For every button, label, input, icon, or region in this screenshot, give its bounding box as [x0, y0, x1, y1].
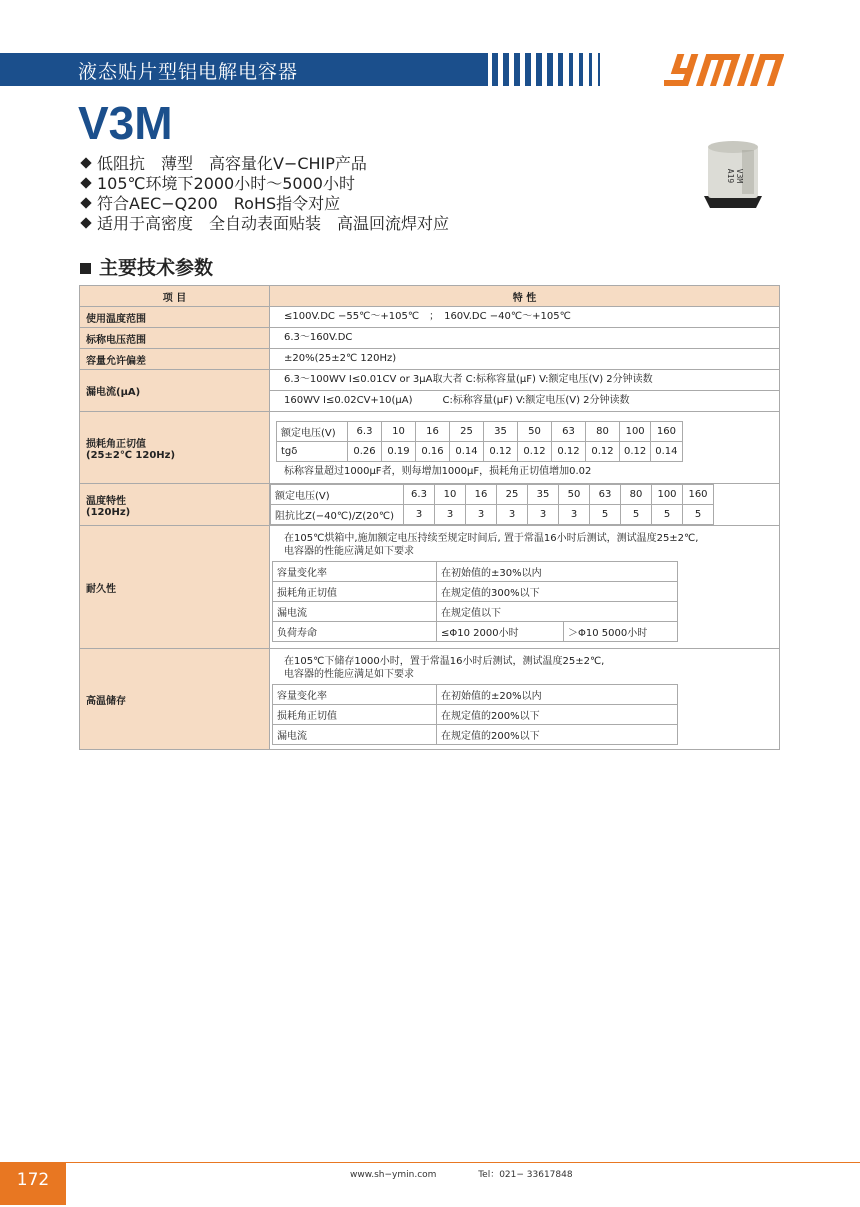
row-label: 损耗角正切值 (25±2℃ 120Hz): [80, 412, 270, 484]
col-characteristic: 特 性: [270, 286, 780, 307]
row-label: 耐久性: [80, 526, 270, 649]
df-note: 标称容量超过1000μF者，则每增加1000μF，损耗角正切值增加0.02: [284, 466, 592, 477]
footer-contact: [350, 1167, 573, 1180]
feature-item: 适用于高密度 全自动表面贴装 高温回流焊对应: [80, 214, 449, 234]
header-stripes: [490, 53, 650, 86]
endurance-desc: 在105℃烘箱中,施加额定电压持续至规定时间后, 置于常温16小时后测试，测试温度25±2℃, 电容器的性能应满足如下要求: [284, 532, 699, 557]
storage-desc: 在105℃下储存1000小时，置于常温16小时后测试，测试温度25±2℃, 电容器的性能应满足如下要求: [284, 656, 605, 680]
row-label: 使用温度范围: [80, 307, 270, 328]
row-value: ≤100V.DC −55℃～+105℃ ； 160V.DC −40℃～+105℃: [284, 311, 571, 322]
feature-item: 105℃环境下2000小时～5000小时: [80, 174, 449, 194]
row-label: 漏电流(μA): [80, 370, 270, 412]
header-bar: [0, 53, 488, 86]
series-title: 液态贴片型铝电解电容器: [78, 61, 299, 83]
spec-table: [79, 285, 780, 750]
row-label: 容量允许偏差: [80, 349, 270, 370]
footer-rule: [0, 1162, 860, 1163]
capacitor-image: [702, 138, 764, 210]
section-title: 主要技术参数: [80, 253, 213, 280]
temp-char-table: 额定电压(V) 6.3 10 16 25 35 50 63 80 100 160 阻抗比Z(−40℃)/Z(20℃) 3 3 3 3 3 3 5 5 5 5: [270, 484, 714, 525]
storage-table: 容量变化率 在初始值的±20%以内 损耗角正切值 在规定值的200%以下 漏电流 在规定值的200%以下: [272, 684, 678, 745]
row-value: 160WV I≤0.02CV+10(μA) C:标称容量(μF) V:额定电压(V) 2分钟读数: [284, 395, 630, 406]
ymin-logo: [664, 52, 784, 88]
row-value: 6.3～160V.DC: [284, 332, 353, 343]
feature-item: 符合AEC−Q200 RoHS指令对应: [80, 194, 449, 214]
row-label: 高温储存: [80, 649, 270, 750]
endurance-table: 容量变化率 在初始值的±30%以内 损耗角正切值 在规定值的300%以下 漏电流 在规定值以下 负荷寿命 ≤Φ10 2000小时 ＞Φ10 5000小时: [272, 561, 678, 642]
row-label: 标称电压范围: [80, 328, 270, 349]
svg-text:V3MA19: V3MA19: [726, 168, 744, 184]
product-model: V3M: [78, 97, 173, 149]
page-number: 172: [0, 1163, 66, 1205]
df-table: 额定电压(V) 6.3 10 16 25 35 50 63 80 100 160 tgδ 0.26 0.19 0.16 0.14 0.12 0.12 0.12 0.12 0.12 0.14: [276, 421, 683, 462]
row-label: 温度特性 (120Hz): [80, 484, 270, 526]
footer-tel: Tel：021− 33617848: [478, 1170, 573, 1180]
col-item: 项 目: [80, 286, 270, 307]
row-value: ±20%(25±2℃ 120Hz): [284, 353, 397, 364]
row-value: 6.3～100WV I≤0.01CV or 3μA取大者 C:标称容量(μF) V:额定电压(V) 2分钟读数: [270, 370, 779, 391]
footer-url: www.sh−ymin.com: [350, 1170, 437, 1180]
feature-list: [80, 154, 449, 234]
feature-item: 低阻抗 薄型 高容量化V−CHIP产品: [80, 154, 449, 174]
